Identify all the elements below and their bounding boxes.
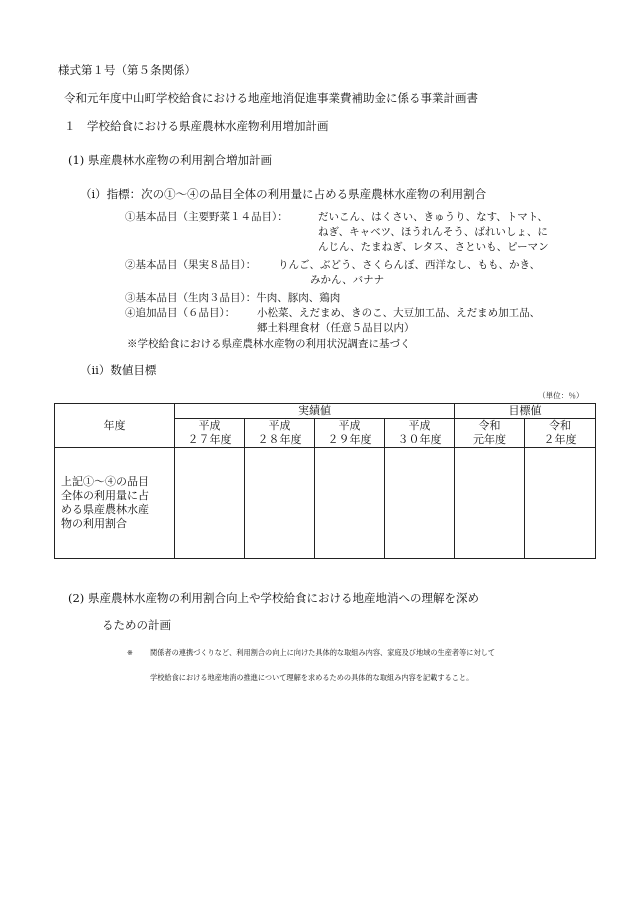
targets-table	[54, 403, 596, 559]
item-4-line-1: 小松菜、えだまめ、きのこ、大豆加工品、えだまめ加工品、	[257, 307, 541, 319]
section-1-heading: １ 学校給食における県産農林水産物利用増加計画	[64, 119, 329, 133]
targets-heading: （ⅱ）数値目標	[80, 363, 157, 377]
subsection-1-heading: (1) 県産農林水産物の利用割合増加計画	[68, 153, 272, 167]
value-cell-h30[interactable]	[385, 448, 455, 559]
form-id: 様式第１号（第５条関係）	[58, 63, 196, 77]
subsection-2-line-2: るための計画	[102, 618, 171, 632]
item-3: ③基本品目（生肉３品目）：牛肉、豚肉、鶏肉	[125, 292, 341, 304]
value-cell-r2[interactable]	[525, 448, 596, 559]
actual-header: 実績値	[175, 404, 455, 419]
subsection-2-line-1: (2) 県産農林水産物の利用割合向上や学校給食における地産地消への理解を深め	[68, 591, 479, 605]
value-cell-h28[interactable]	[245, 448, 315, 559]
year-h27: 平成 ２７年度	[175, 419, 245, 448]
indicator-heading: （ⅰ）指標：次の①～④の品目全体の利用量に占める県産農林水産物の利用割合	[80, 187, 487, 201]
item-2-line-2: みかん、バナナ	[310, 274, 385, 286]
year-header: 年度	[55, 404, 175, 448]
year-h30: 平成 ３０年度	[385, 419, 455, 448]
item-1-line-1: だいこん、はくさい、きゅうり、なす、トマト、	[318, 211, 548, 223]
year-h28: 平成 ２８年度	[245, 419, 315, 448]
value-cell-h29[interactable]	[315, 448, 385, 559]
target-header: 目標値	[455, 404, 596, 419]
year-h29: 平成 ２９年度	[315, 419, 385, 448]
note-2-line-2: 学校給食における地産地消の推進について理解を求めるための具体的な取組み内容を記載すること。	[150, 673, 474, 682]
item-1-label: ①基本品目（主要野菜１４品目）：	[125, 211, 288, 223]
item-1-line-2: ねぎ、キャベツ、ほうれんそう、ばれいしょ、に	[318, 226, 548, 238]
document-title: 令和元年度中山町学校給食における地産地消促進事業費補助金に係る事業計画書	[64, 91, 478, 105]
year-r1: 令和 元年度	[455, 419, 525, 448]
value-cell-h27[interactable]	[175, 448, 245, 559]
note-2-mark: ※	[127, 648, 134, 657]
row-label: 上記①～④の品目 全体の利用量に占 める県産農林水産 物の利用割合	[55, 448, 175, 559]
survey-note: ※学校給食における県産農林水産物の利用状況調査に基づく	[127, 338, 411, 350]
item-1-line-3: んじん、たまねぎ、レタス、さといも、ピーマン	[318, 241, 549, 253]
item-2-label: ②基本品目（果実８品目）：	[125, 259, 257, 271]
value-cell-r1[interactable]	[455, 448, 525, 559]
item-4-line-2: 郷土料理食材（任意５品目以内）	[257, 322, 415, 334]
item-2-line-1: りんご、ぶどう、さくらんぼ、西洋なし、もも、かき、	[278, 259, 541, 271]
unit-label: （単位：％）	[538, 391, 584, 400]
year-r2: 令和 ２年度	[525, 419, 596, 448]
note-2-line-1: 関係者の連携づくりなど、利用割合の向上に向けた具体的な取組み内容、家庭及び地域の生産者等に対して	[150, 648, 496, 657]
item-4-label: ④追加品目（６品目）：	[125, 307, 236, 319]
